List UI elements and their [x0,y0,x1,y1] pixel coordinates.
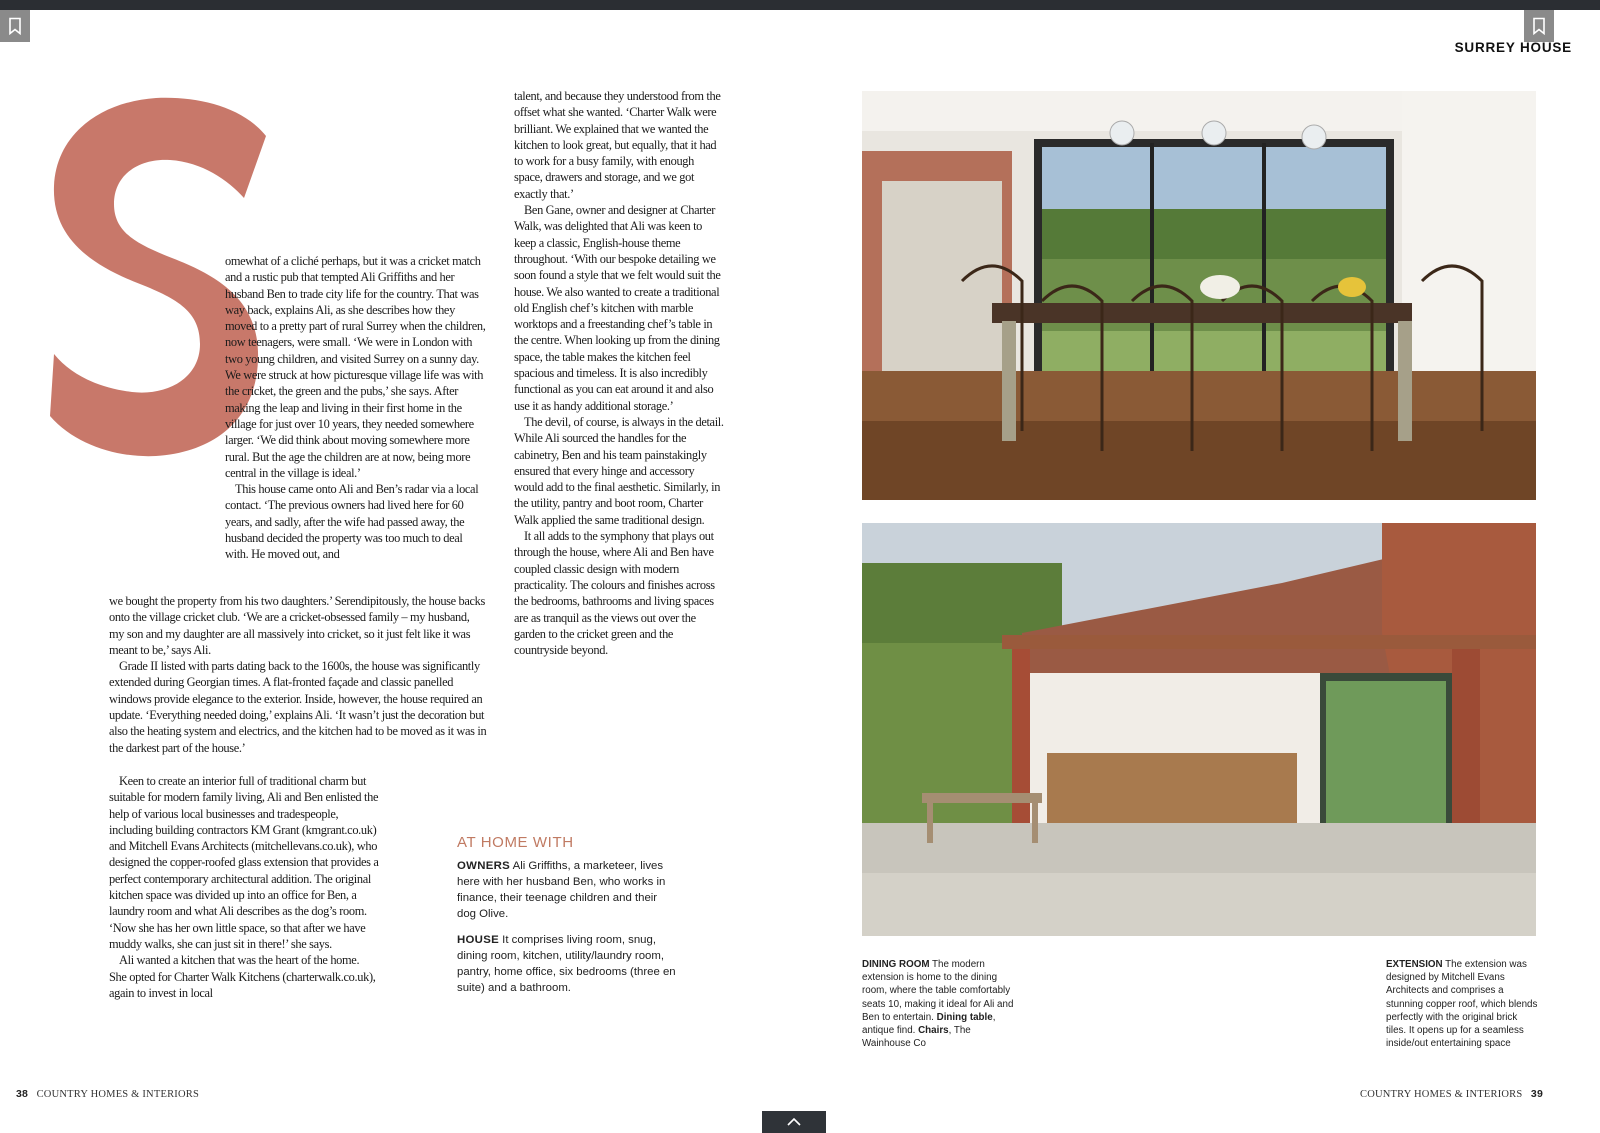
owners-info [457,858,677,922]
article-paragraph: Ben Gane, owner and designer at Charter Walk, was delighted that Ali was keen to keep a classic, English-house theme throughout. ‘With our bespoke detailing we soon found a style that we felt would suit the house. We also wanted to create a traditional old English chef’s kitchen with marble worktops and a freestanding chef’s table in the centre. When looking up from the dining space, the table makes the kitchen feel spacious and timeless. It is also incredibly functional as you can eat around it and also use it as handy additional storage.’ [514,203,721,413]
owners-text: Ali Griffiths, a marketeer, lives here with her husband Ben, who works in finance, their teenage children and their dog Olive. [457,860,666,920]
section-label: SURREY HOUSE [1454,40,1572,55]
article-paragraph: It all adds to the symphony that plays out through the house, where Ali and Ben have coupled classic design with modern practicality. The colours and finishes across the bedrooms, bathrooms and living spaces are as tranquil as the views out over the garden to the cricket green and the countryside beyond. [514,529,715,658]
bookmark-icon [1532,17,1546,35]
dining-room-caption [862,958,1014,1050]
caption-text: , antique find. [862,1011,996,1037]
article-paragraph: omewhat of a cliché perhaps, but it was a cricket match and a rustic pub that tempted Ali Griffiths and her husband Ben to trade city life for the country. That was way back, explains Ali, as she describes how they moved to a pretty part of rural Surrey when the children, now teenagers, were small. ‘We were in London with two young children, and visited Surrey on a sunny day. We were struck at how picturesque village life was with the cricket, the green and the pubs,’ she says. After making the leap and living in their first home in the village for just over 10 years, they needed somewhere larger. ‘We did think about moving somewhere more rural. But the age the children are at now, being more central in the village is ideal.’ [225,254,486,480]
caption-text: The modern extension is home to the dining room, where the table comfortably seats 10, making it ideal for Ali and Ben to entertain. [862,959,1014,1023]
chevron-up-icon [786,1117,802,1127]
extension-photo [862,523,1536,936]
house-info [457,932,677,996]
article-paragraph: talent, and because they understood from the offset what she wanted. ‘Charter Walk were brilliant. We explained that we wanted the kitchen to look great, but equally, that it had to work for a busy family, with enough space, drawers and storage, and we got exactly that.’ [514,89,721,201]
caption-label: EXTENSION [1386,959,1443,970]
article-paragraph: The devil, of course, is always in the detail. While Ali sourced the handles for the cabinetry, Ben and his team painstakingly ensured that every hinge and accessory would add to the final aesthetic. Similarly, in the utility, pantry and boot room, Charter Walk applied the same traditional design. [514,414,724,527]
article-column-1-top [225,253,487,563]
caption-text: The extension was designed by Mitchell Evans Architects and comprises a stunning copper roof, which blends perfectly with the original brick tiles. It opens up for a seamless inside/out entertaining space [1386,959,1538,1050]
article-paragraph: This house came onto Ali and Ben’s radar via a local contact. ‘The previous owners had lived here for 60 years, and sadly, after the wife had passed away, the husband decided the property was too much to deal with. He moved out, and [225,482,479,562]
owners-label: OWNERS [457,860,511,872]
dining-room-photo [862,91,1536,500]
caption-label: Dining table [936,1011,993,1023]
page-number-left: 38 [16,1088,29,1100]
bookmark-icon [8,17,22,35]
house-text: It comprises living room, snug, dining room, kitchen, utility/laundry room, pantry, home office, six bedrooms (three en suite) and a bathroom. [457,934,676,994]
article-column-2 [514,88,724,658]
caption-label: Chairs [918,1025,949,1037]
extension-caption [1386,958,1538,1050]
bookmark-left-button[interactable] [0,10,30,42]
article-paragraph: Grade II listed with parts dating back to the 1600s, the house was significantly extended during Georgian times. A flat-fronted façade and classic panelled windows provide elegance to the exterior. Inside, however, the house required an update. ‘Everything needed doing,’ explains Ali. ‘It wasn’t just the decoration but also the heating system and electrics, and the kitchen had to be moved as it was in the darkest part of the house.’ [109,659,487,755]
house-label: HOUSE [457,934,500,946]
magazine-title-right: COUNTRY HOMES & INTERIORS [1360,1089,1523,1100]
footer-right [1360,1088,1543,1100]
footer-left [16,1088,199,1100]
article-paragraph: Ali wanted a kitchen that was the heart of the home. She opted for Charter Walk Kitchens (charterwalk.co.uk), again to invest in local [109,953,376,1000]
article-column-1-middle [109,593,487,756]
caption-text: , The Wainhouse Co [862,1025,971,1050]
bookmark-right-button[interactable] [1524,10,1554,42]
page-number-right: 39 [1530,1088,1543,1100]
article-paragraph: Keen to create an interior full of traditional charm but suitable for modern family living, Ali and Ben enlisted the help of various local businesses and tradespeople, including building contractors KM Grant (kmgrant.co.uk) and Mitchell Evans Architects (mitchellevans.co.uk), who designed the copper-roofed glass extension that provides a perfect contemporary architectural addition. The original kitchen space was divided up into an office for Ben, a laundry room and what Ali describes as the dog’s room. ‘Now she has her own little space, so that after we have muddy walks, she can just sit in there!’ she says. [109,774,379,951]
article-column-1-bottom [109,773,379,1001]
at-home-with-title: AT HOME WITH [457,834,574,851]
scroll-up-button[interactable] [762,1111,826,1133]
caption-label: DINING ROOM [862,959,930,970]
article-paragraph: we bought the property from his two daughters.’ Serendipitously, the house backs onto the village cricket club. ‘We are a cricket-obsessed family – my husband, my son and my daughter are all massively into cricket, so it just felt like it was meant to be,’ says Ali. [109,594,485,657]
magazine-title-left: COUNTRY HOMES & INTERIORS [36,1089,199,1100]
viewer-top-bar [0,0,1600,10]
